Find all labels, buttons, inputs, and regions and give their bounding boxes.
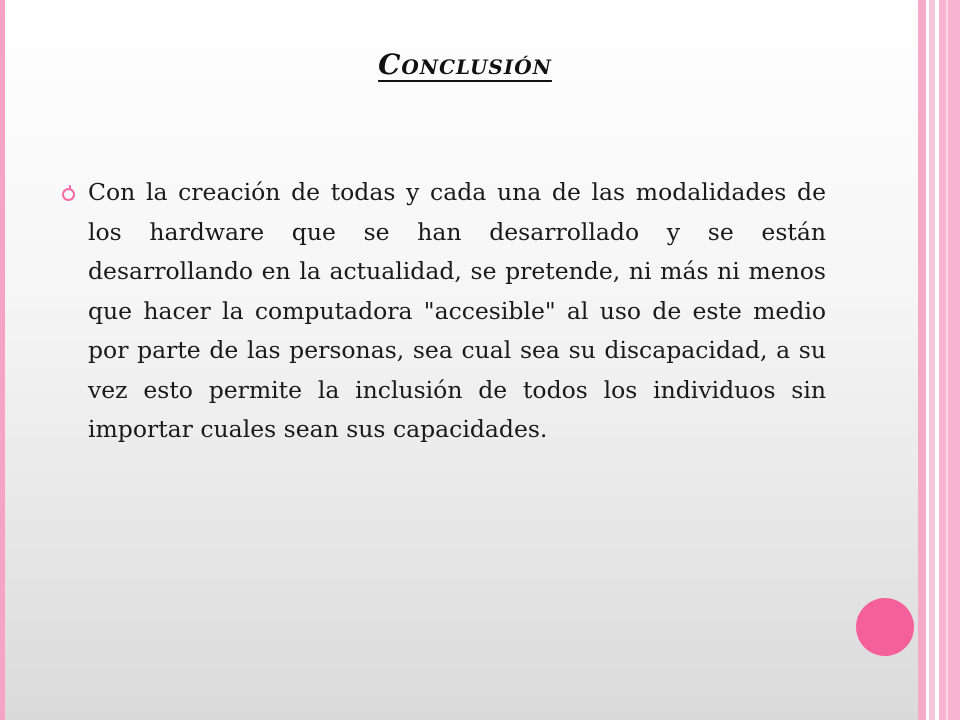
left-border-stripe bbox=[0, 0, 5, 720]
right-stripe bbox=[918, 0, 926, 720]
right-stripe bbox=[939, 0, 960, 720]
slide-title: Conclusión bbox=[378, 48, 552, 81]
ring-bullet-icon bbox=[62, 188, 75, 201]
right-stripe bbox=[946, 0, 948, 720]
pink-circle-decoration bbox=[856, 598, 914, 656]
body-paragraph: Con la creación de todas y cada una de las modalidades de los hardware que se han desarrollado y se están desarrollando en la actualidad, se pretende, ni más ni menos que hacer la computadora "accesible" al uso de este medio por parte de las personas, sea cual sea su discapacidad, a su vez esto permite la inclusión de todos los individuos sin importar cuales sean sus capacidades. bbox=[88, 178, 826, 443]
